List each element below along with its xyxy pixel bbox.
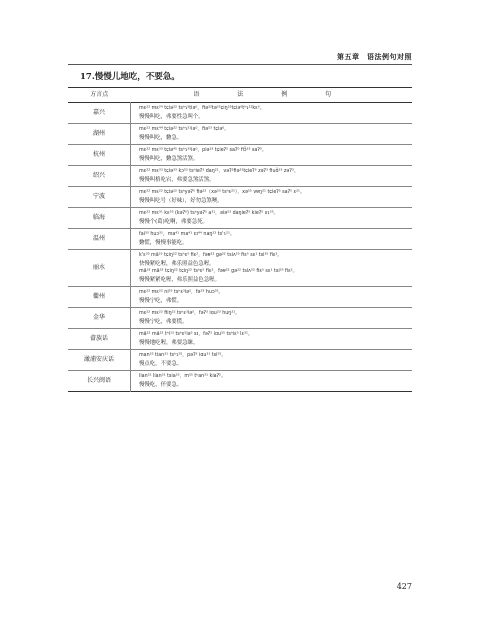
chinese-gloss: 慢慢紧紧吃喔，弗乐照益色急喔。 [139,277,220,283]
dialect-place: 畲族话 [68,329,131,350]
example-cell [131,250,413,287]
chinese-gloss: 慢慢地吃喔，弗要急睐。 [139,340,199,346]
table-row [68,229,412,250]
table-body [68,103,412,392]
example-cell [131,124,413,145]
dialect-place: 温州 [68,229,131,250]
chinese-gloss: 快慢紧吃喔，弗乐照益色急喔。 [139,261,215,267]
ipa-transcription: mɛ²² mɛ³³ tɕiə⁴⁵ tsʰɿ³⁵iə⁰，piə³³ tɕieʔ⁵ saʔ⁰ fiɔ̃³³ saʔ⁰。 [139,148,267,153]
page-number: 427 [396,582,412,591]
chinese-gloss: 慢慢叫吃号（好味），好勿急煞噢。 [139,198,223,204]
table-row [68,308,412,329]
dialect-table [68,87,412,392]
chinese-gloss: 慢慢叫格吃宕，弗要急煞活煞。 [139,177,215,183]
example-cell [131,308,413,329]
chapter-header: 第五章 语法例句对照 [337,52,412,61]
example-cell [131,229,413,250]
chinese-gloss: 慢慢叫吃，覅急煞活煞。 [139,156,199,162]
ipa-transcription: mā³³ mā³³ tɕiŋ²² tɕiŋ²² tsʰɛ⁵ fiɛ²，fəɐ²² gə²² tsiʌ⁵⁵ fiɛ⁵ sɛ¹ tsi³⁵ fiɛ²。 [139,269,298,274]
table-row [68,371,412,392]
example-cell [131,103,413,124]
chinese-gloss: 慢慢叫吃，覅急。 [139,135,183,141]
table-row [68,350,412,371]
example-cell [131,371,413,392]
table-row [68,329,412,350]
table-row [68,103,412,124]
ipa-transcription: k'ɛ³³ mā³³ tɕiŋ²² tsʰɛ⁵ fiɛ²，fəɐ²² gə²² tsiʌ⁵⁵ fiɛ⁵ sɛ¹ tsi³⁵ fiɛ²。 [139,253,283,258]
dialect-place: 金华 [68,308,131,329]
dialect-place: 宁波 [68,187,131,208]
example-cell [131,208,413,229]
ipa-transcription: mɛ²² mɛ²⁴ tɕiə²² tsʰɿ⁵tiə⁰，fiə²²tə⁵⁵ɕiŋ⁵³tɕiə⁰tʰɿ²²kɛ⁰。 [139,106,265,111]
ipa-transcription: fai³³ huɔ³¹，ma⁴¹ ma⁴¹ ɛɪ⁴⁴ naŋ²² ts'ɿ²¹。 [139,232,235,237]
ipa-transcription: mɛ²² mɛ³³ tɕiə³³ kɔ⁵³ tsʰieʔ³ daŋ²¹，vəʔ²fiə³¹tɕieʔ³ zəʔ³ fiuɑ̃³³ zəʔ³。 [139,169,299,174]
chinese-gloss: 慢慢个(葛)吃啊，弗要急死。 [139,219,208,225]
dialect-place: 衢州 [68,287,131,308]
table-row [68,145,412,166]
table-header-row [68,88,412,103]
ipa-transcription: mɛ²² mɛ²² ni⁵⁵ tsʰɛ³iə⁵，fə³³ huɔ³⁵。 [139,290,224,295]
section-title: 17.慢慢儿地吃，不要急。 [80,72,180,82]
dialect-place: 临海 [68,208,131,229]
column-header-place: 方言点 [90,91,109,98]
ipa-transcription: mɛ²² mɛ⁴⁴ tɕiə²² tsʰɿ³¹iə⁰，fiə⁵³ tɕiə⁰。 [139,127,230,132]
chinese-gloss: 慢慢宁吃，弗慌。 [139,298,183,304]
chinese-gloss: 慢慢叫吃，弗要性急叫个。 [139,114,204,120]
ipa-transcription: mɛ²² mɛ²² tɕiə²² tsʰyəʔ⁵ fiə²²（xə⁵³ tsʰɛ²¹），xə⁵⁵ vɐŋ²¹ tɕieʔ⁵ saʔ⁵ ɛ²¹。 [139,190,305,195]
table-row [68,187,412,208]
chinese-gloss: 慢慢吃，伓要急。 [139,382,183,388]
ipa-transcription: mɛ²² mɛ³¹ kɛ⁵⁵ (kəʔ⁰) tsʰyəʔ⁵ a³¹，əiə⁵³ daŋieʔ⁵ kieʔ⁵ sɿ⁵⁵。 [139,211,279,216]
example-cell [131,350,413,371]
table-row [68,287,412,308]
example-cell [131,145,413,166]
example-cell [131,287,413,308]
ipa-transcription: man³⁵ tian³¹ tsʰɿ⁵⁵，pəʔ³ iɑu³¹ tsi⁵⁵。 [139,353,227,358]
column-header-example: 语 法 例 句 [193,91,350,98]
dialect-place: 湖州 [68,124,131,145]
dialect-place: 嘉兴 [68,103,131,124]
ipa-transcription: mā²² mā²² tʰi¹³ tsʰɛ⁵iə⁵ sɪ，fəʔ⁵ iɑu⁵⁵ tsʰiɛ⁵ lɛ³¹。 [139,332,253,337]
dialect-place: 澉浦安庆话 [68,350,131,371]
ipa-transcription: mɛ²² mɛ²² fiiŋ²² tsʰɛ³iə⁵，fəʔ³ iɑu²³ huŋ²¹。 [139,311,240,316]
dialect-place: 杭州 [68,145,131,166]
dialect-place: 丽水 [68,250,131,287]
chinese-gloss: 覅慌，慢慢事能吃。 [139,240,188,246]
example-cell [131,329,413,350]
table-row [68,208,412,229]
example-cell [131,187,413,208]
header-rule [68,64,412,65]
dialect-place: 长兴闽语 [68,371,131,392]
example-cell [131,166,413,187]
chinese-gloss: 慢慢宁吃，弗要慌。 [139,319,188,325]
table-row [68,124,412,145]
ipa-transcription: lian³¹ lian³¹ tsia³³，m⁵⁵ tʰan³¹ kiaʔ⁵。 [139,374,226,379]
dialect-place: 绍兴 [68,166,131,187]
table-row [68,166,412,187]
table-row [68,250,412,287]
chinese-gloss: 慢点吃，不要急。 [139,361,183,367]
